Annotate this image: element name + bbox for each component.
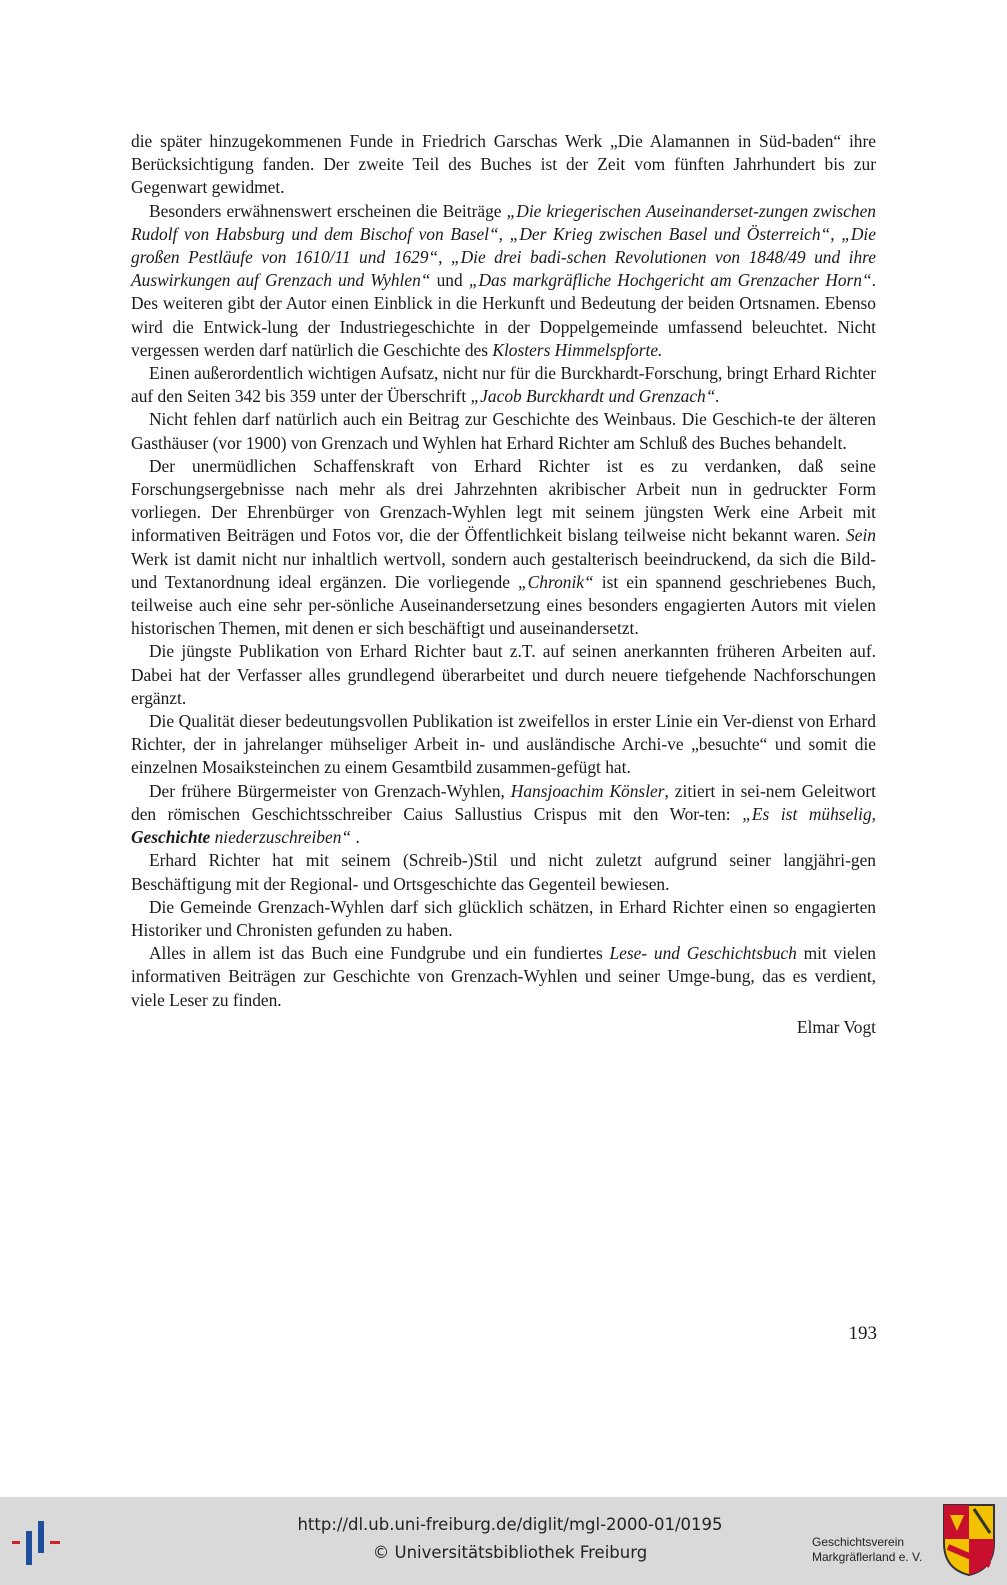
paragraph: [131, 130, 876, 200]
text-run: Geschichte: [131, 827, 211, 848]
text-run: „Jacob Burckhardt und Grenzach“.: [470, 386, 720, 407]
paragraph: [131, 362, 876, 408]
paragraph: [131, 780, 876, 850]
text-run: und: [430, 270, 469, 291]
paragraph: [131, 896, 876, 942]
text-run: „Das markgräfliche Hochgericht am Grenzacher Horn“: [468, 270, 872, 291]
paragraph: [131, 942, 876, 1012]
society-name-line2: Markgräflerland e. V.: [812, 1550, 923, 1564]
footer-society: [812, 1535, 922, 1565]
footer-bar: [0, 1497, 1007, 1585]
text-run: Erhard Richter hat mit seinem (Schreib-)Stil und nicht zuletzt aufgrund seiner langjähri-gen Beschäftigung mit der Regional- und Ortsgeschichte das Gegenteil bewiesen.: [131, 850, 876, 894]
text-run: Alles in allem ist das Buch eine Fundgrube und ein fundiertes: [149, 943, 610, 964]
coat-of-arms-icon: [942, 1503, 996, 1577]
text-run: die später hinzugekommenen Funde in Friedrich Garschas Werk „Die Alamannen in Süd-baden“ ihre Berücksichtigung fanden. Der zweite Teil des Buches ist der Zeit vom fünften Jahrhundert bis zur Gegenwart gewidmet.: [131, 131, 876, 198]
text-run: Nicht fehlen darf natürlich auch ein Beitrag zur Geschichte des Weinbaus. Die Geschich-te der älteren Gasthäuser (vor 1900) von Grenzach und Wyhlen hat Erhard Richter am Schluß des Buches behandelt.: [131, 409, 876, 453]
text-run: Die Qualität dieser bedeutungsvollen Publikation ist zweifellos in erster Linie ein Ver-dienst von Erhard Richter, der in jahrelanger mühseliger Arbeit in- und ausländische Archi-ve „besuchte“ und somit die einzelnen Mosaiksteinchen zu einem Gesamtbild zusammen-gefügt hat.: [131, 711, 876, 778]
text-run: , zitiert in sei-nem Geleitwort den römischen Geschichtsschreiber Caius Sallustius Crispus mit den Wor-ten:: [131, 780, 876, 824]
footer-copyright: © Universitätsbibliothek Freiburg: [372, 1543, 648, 1562]
article-body: [131, 130, 876, 1039]
text-run: „Chronik“: [518, 571, 594, 592]
text-run: ist ein spannend geschriebenes Buch, teilweise auch eine sehr per-sönliche Auseinandersetzung eines besonders engagierten Autors mit vielen historischen Themen, mit denen er sich beschäftigt und auseinandersetzt.: [131, 571, 876, 639]
text-run: Die jüngste Publikation von Erhard Richter baut z.T. auf seinen anerkannten früheren Arbeiten auf. Dabei hat der Verfasser alles grundlegend überarbeitet und durch neuere tiefgehende Nachforschungen ergänzt.: [131, 641, 876, 708]
paragraph: [131, 849, 876, 895]
text-run: Hansjoachim Könsler: [510, 780, 665, 801]
paragraph: [131, 455, 876, 641]
text-run: .: [351, 827, 360, 848]
text-run: Lese- und Geschichtsbuch: [609, 943, 797, 964]
footer-links: [200, 1511, 820, 1567]
text-run: „Es ist mühselig,: [742, 803, 876, 824]
text-run: Werk ist damit nicht nur inhaltlich wertvoll, sondern auch gestalterisch beeindruckend, da sich die Bild- und Textanordnung ideal ergänzen. Die vorliegende: [131, 548, 876, 592]
paragraph: [131, 408, 876, 454]
text-run: Der frühere Bürgermeister von Grenzach-Wyhlen,: [149, 780, 511, 801]
paragraph: [131, 200, 876, 362]
text-run: Die Gemeinde Grenzach-Wyhlen darf sich glücklich schätzen, in Erhard Richter einen so engagierten Historiker und Chronisten gefunden zu haben.: [131, 896, 876, 940]
footer-url-link[interactable]: http://dl.ub.uni-freiburg.de/diglit/mgl-2000-01/0195: [297, 1515, 723, 1534]
text-run: Besonders erwähnenswert erscheinen die Beiträge: [149, 200, 507, 221]
text-run: niederzuschreiben“: [210, 827, 352, 848]
text-run: Sein: [846, 525, 876, 546]
ub-freiburg-logo-icon: [10, 1517, 66, 1567]
text-run: Klosters Himmelspforte.: [492, 339, 663, 360]
author-signature: Elmar Vogt: [796, 1016, 876, 1037]
paragraph: [131, 640, 876, 710]
text-run: Einen außerordentlich wichtigen Aufsatz, nicht nur für die Burckhardt-Forschung, bringt Erhard Richter auf den Seiten 342 bis 359 unter der Überschrift: [131, 363, 876, 407]
text-run: „Die kriegerischen Auseinanderset-zungen zwischen Rudolf von Habsburg und dem Bischof von Basel“, „Der Krieg zwischen Basel und Österreich“, „Die großen Pestläufe von 1610/11 und 1629“, „Die drei badi-schen Revolutionen von 1848/49 und ihre Auswirkungen auf Grenzach und Wyhlen“: [131, 200, 877, 291]
society-name-line1: Geschichtsverein: [812, 1535, 905, 1549]
page-number: 193: [848, 1323, 877, 1344]
text-run: mit vielen informativen Beiträgen zur Geschichte von Grenzach-Wyhlen und seiner Umge-bung, das es verdient, viele Leser zu finden.: [131, 943, 876, 1010]
text-run: Der unermüdlichen Schaffenskraft von Erhard Richter ist es zu verdanken, daß seine Forschungsergebnisse nach mehr als drei Jahrzehnten akribischer Arbeit nun in gedruckter Form vorliegen. Der Ehrenbürger von Grenzach-Wyhlen legt mit seinem jüngsten Werk eine Arbeit mit informativen Beiträgen und Fotos vor, die der Öffentlichkeit bislang teilweise nicht bekannt waren.: [131, 455, 876, 546]
paragraph: [131, 710, 876, 780]
text-run: . Des weiteren gibt der Autor einen Einblick in die Herkunft und Bedeutung der beiden Ortsnamen. Ebenso wird die Entwick-lung der Industriegeschichte in der Doppelgemeinde umfassend beleuchtet. Nicht vergessen werden darf natürlich die Geschichte des: [131, 270, 877, 360]
